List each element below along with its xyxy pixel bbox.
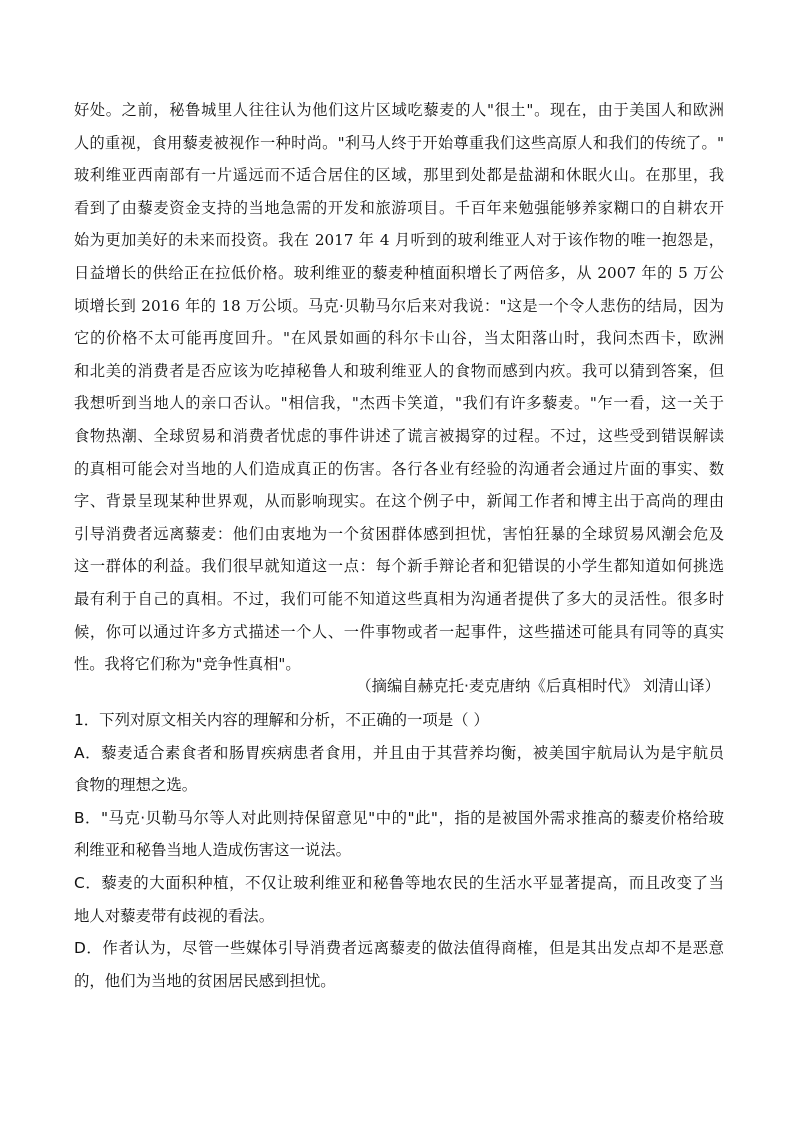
passage-line: 字、背景呈现某种世界观，从而影响现实。在这个例子中，新闻工作者和博主出于高尚的理由 <box>74 492 724 511</box>
passage-line: 看到了由藜麦资金支持的当地急需的开发和旅游项目。千百年来勉强能够养家糊口的自耕农开 <box>74 198 724 217</box>
passage-line: 日益增长的供给正在拉低价格。玻利维亚的藜麦种植面积增长了两倍多，从 2007 年的 5 万公 <box>74 263 724 282</box>
option-line: 的，他们为当地的贫困居民感到担忧。 <box>74 971 336 990</box>
passage-line: 始为更加美好的未来而投资。我在 2017 年 4 月听到的玻利维亚人对于该作物的唯一抱怨是， <box>74 231 724 250</box>
passage-line: 玻利维亚西南部有一片遥远而不适合居住的区域，那里到处都是盐湖和休眠火山。在那里，我 <box>74 166 724 185</box>
option-line: 食物的理想之选。 <box>74 776 198 795</box>
option-a <box>74 737 724 802</box>
passage-line: 它的价格不太可能再度回升。"在风景如画的科尔卡山谷，当太阳落山时，我问杰西卡，欧洲 <box>74 329 724 348</box>
option-b <box>74 802 724 867</box>
option-d <box>74 932 724 997</box>
reading-passage <box>74 94 724 681</box>
passage-line: 我想听到当地人的亲口否认。"相信我，"杰西卡笑道，"我们有许多藜麦。"乍一看，这一关于 <box>74 394 724 413</box>
passage-line: 候，你可以通过许多方式描述一个人、一件事物或者一起事件，这些描述可能具有同等的真实 <box>74 622 724 641</box>
passage-line: 最有利于自己的真相。不过，我们可能不知道这些真相为沟通者提供了多大的灵活性。很多时 <box>74 589 724 608</box>
passage-line: 性。我将它们称为"竞争性真相"。 <box>74 655 301 674</box>
option-c <box>74 867 724 932</box>
passage-line: 食物热潮、全球贸易和消费者忧虑的事件讲述了谎言被揭穿的过程。不过，这些受到错误解读 <box>74 426 724 445</box>
option-line: 地人对藜麦带有歧视的看法。 <box>74 906 275 925</box>
option-line: 利维亚和秘鲁当地人造成伤害这一说法。 <box>74 841 352 860</box>
passage-line: 和北美的消费者是否应该为吃掉秘鲁人和玻利维亚人的食物而感到内疚。我可以猜到答案，但 <box>74 361 724 380</box>
option-line: C．藜麦的大面积种植，不仅让玻利维亚和秘鲁等地农民的生活水平显著提高，而且改变了当 <box>74 873 724 892</box>
option-line: B．"马克·贝勒马尔等人对此则持保留意见"中的"此"，指的是被国外需求推高的藜麦价格给玻 <box>74 808 724 827</box>
option-line: D．作者认为，尽管一些媒体引导消费者远离藜麦的做法值得商榷，但是其出发点却不是恶意 <box>74 939 724 958</box>
passage-line: 的真相可能会对当地的人们造成真正的伤害。各行各业有经验的沟通者会通过片面的事实、数 <box>74 459 724 478</box>
source-citation: （摘编自赫克托·麦克唐纳《后真相时代》 刘清山译） <box>356 677 720 695</box>
passage-line: 人的重视，食用藜麦被视作一种时尚。"利马人终于开始尊重我们这些高原人和我们的传统了。" <box>74 133 724 152</box>
passage-line: 这一群体的利益。我们很早就知道这一点：每个新手辩论者和犯错误的小学生都知道如何挑选 <box>74 557 724 576</box>
passage-line: 好处。之前，秘鲁城里人往往认为他们这片区域吃藜麦的人"很土"。现在，由于美国人和欧洲 <box>74 101 724 119</box>
question-stem: 1．下列对原文相关内容的理解和分析，不正确的一项是（ ） <box>74 711 489 729</box>
passage-line: 顷增长到 2016 年的 18 万公顷。马克·贝勒马尔后来对我说："这是一个令人悲伤的结局，因为 <box>74 296 724 315</box>
passage-line: 引导消费者远离藜麦：他们由衷地为一个贫困群体感到担忧，害怕狂暴的全球贸易风潮会危及 <box>74 524 724 543</box>
question-block <box>74 704 724 997</box>
option-line: A．藜麦适合素食者和肠胃疾病患者食用，并且由于其营养均衡，被美国宇航局认为是宇航员 <box>74 743 724 762</box>
